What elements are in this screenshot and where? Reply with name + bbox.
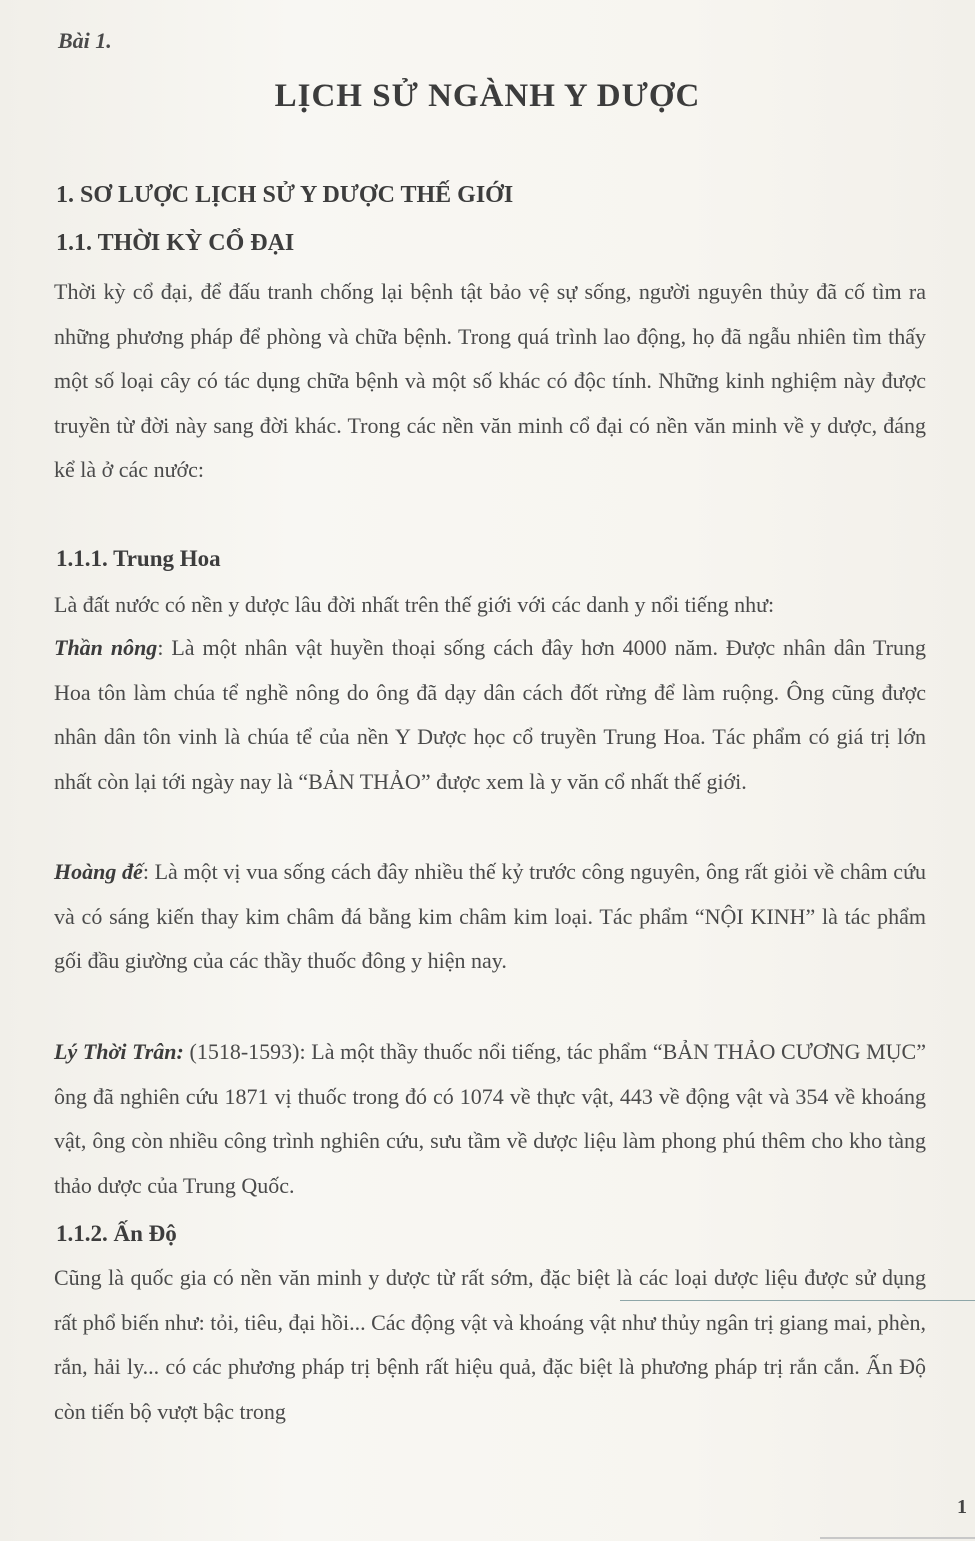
section-heading-1-1: 1.1. THỜI KỲ CỔ ĐẠI [56,230,295,256]
ly-thoi-tran-term: Lý Thời Trân: [54,1039,184,1064]
than-nong-paragraph [54,626,926,804]
bottom-edge-line [820,1537,975,1539]
scan-rule-line [620,1300,975,1301]
hoang-de-text: : Là một vị vua sống cách đây nhiều thế kỷ trước công nguyên, ông rất giỏi về châm cứu và có sáng kiến thay kim châm đá bằng kim châm kim loại. Tác phẩm “NỘI KINH” là tác phẩm gối đầu giường của các thầy thuốc đông y hiện nay. [54,859,926,974]
page-title: LỊCH SỬ NGÀNH Y DƯỢC [274,78,701,114]
hoang-de-paragraph [54,850,926,984]
intro-paragraph: Thời kỳ cổ đại, để đấu tranh chống lại bệnh tật bảo vệ sự sống, người nguyên thủy đã cố tìm ra những phương pháp để phòng và chữa bệnh. Trong quá trình lao động, họ đã ngẫu nhiên tìm thấy một số loại cây có tác dụng chữa bệnh và một số khác có độc tính. Những kinh nghiệm này được truyền từ đời này sang đời khác. Trong các nền văn minh cổ đại có nền văn minh về y dược, đáng kể là ở các nước: [54,279,926,483]
section-heading-1-1-2: 1.1.2. Ấn Độ [56,1221,177,1246]
india-paragraph: Cũng là quốc gia có nền văn minh y dược từ rất sớm, đặc biệt là các loại dược liệu được sử dụng rất phổ biến như: tỏi, tiêu, đại hồi... Các động vật và khoáng vật như thủy ngân trị giang mai, phèn, rắn, hải ly... có các phương pháp trị bệnh rất hiệu quả, đặc biệt là phương pháp trị rắn cắn. Ấn Độ còn tiến bộ vượt bậc trong [54,1265,926,1424]
lesson-label: Bài 1. [58,28,112,53]
hoang-de-term: Hoàng đế [54,859,143,884]
page-number: 1 [957,1496,967,1518]
section-heading-1-1-1: 1.1.1. Trung Hoa [56,546,221,571]
than-nong-term: Thần nông [54,635,158,660]
section-heading-1: 1. SƠ LƯỢC LỊCH SỬ Y DƯỢC THẾ GIỚI [56,182,514,208]
china-intro-paragraph: Là đất nước có nền y dược lâu đời nhất trên thế giới với các danh y nổi tiếng như: [54,592,775,617]
ly-thoi-tran-paragraph [54,1030,926,1208]
than-nong-text: : Là một nhân vật huyền thoại sống cách đây hơn 4000 năm. Được nhân dân Trung Hoa tôn làm chúa tể nghề nông do ông đã dạy dân cách đốt rừng để làm ruộng. Ông cũng được nhân dân tôn vinh là chúa tể của nền Y Dược học cổ truyền Trung Hoa. Tác phẩm có giá trị lớn nhất còn lại tới ngày nay là “BẢN THẢO” được xem là y văn cổ nhất thế giới. [54,635,926,794]
ly-thoi-tran-text: (1518-1593): Là một thầy thuốc nổi tiếng, tác phẩm “BẢN THẢO CƯƠNG MỤC” ông đã nghiên cứu 1871 vị thuốc trong đó có 1074 về thực vật, 443 về động vật và 354 về khoáng vật, ông còn nhiều công trình nghiên cứu, sưu tầm về dược liệu làm phong phú thêm cho kho tàng thảo dược của Trung Quốc. [54,1039,926,1198]
